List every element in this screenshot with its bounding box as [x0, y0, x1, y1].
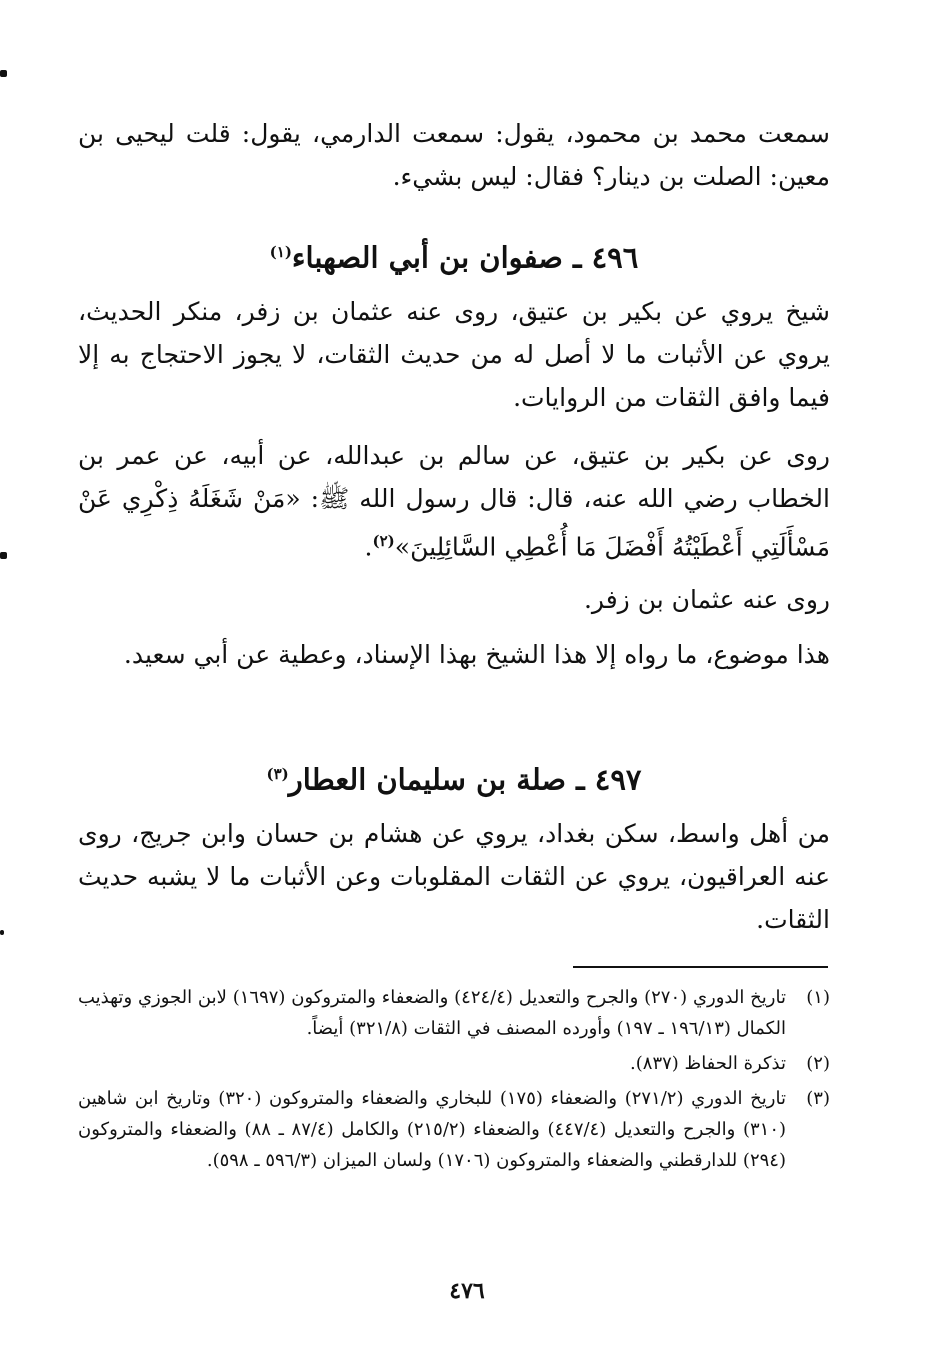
entry-heading-text: ٤٩٧ ـ صلة بن سليمان العطار: [288, 762, 642, 797]
entry-496-paragraph-4: هذا موضوع، ما رواه إلا هذا الشيخ بهذا الإسناد، وعطية عن أبي سعيد.: [123, 640, 830, 669]
scan-mark: [0, 930, 4, 935]
footnote-ref: (٣): [266, 765, 289, 783]
sentence-end: .: [364, 532, 373, 562]
footnote-text: تاريخ الدوري (٢٧٠) والجرح والتعديل (٤٢٤/٤) والضعفاء والمتروكون (١٦٩٧) لابن الجوزي وتهذيب الكمال (١٩٦/١٣ ـ ١٩٧) وأورده المصنف في الثقات (٣٢١/٨) أيضاً.: [78, 987, 786, 1039]
footnote-ref: (٢): [372, 532, 395, 550]
entry-heading-496: [78, 230, 830, 280]
footnote-number: (٢): [806, 1053, 830, 1074]
intro-paragraph: سمعت محمد بن محمود، يقول: سمعت الدارمي، يقول: قلت ليحيى بن معين: الصلت بن دينار؟ فقال: ليس بشيء.: [78, 119, 830, 191]
footnote-1: [78, 982, 830, 1044]
footnote-text: تاريخ الدوري (٢٧١/٢) والضعفاء (١٧٥) للبخاري والضعفاء والمتروكون (٣٢٠) وتاريخ ابن شاهين (٣١٠) والجرح والتعديل (٤٤٧/٤) والضعفاء (٢١٥/٢) والكامل (٨٧/٤ ـ ٨٨) والضعفاء والمتروكون (٢٩٤) للدارقطني والضعفاء والمتروكون (١٧٠٦) ولسان الميزان (٥٩٦/٣ ـ ٥٩٨).: [78, 1088, 787, 1171]
scan-mark: [0, 70, 7, 77]
footnote-separator: [573, 966, 828, 968]
footnote-3: [78, 1083, 830, 1176]
entry-heading-text: ٤٩٦ ـ صفوان بن أبي الصهباء: [291, 240, 639, 275]
footnote-number: (١): [806, 987, 830, 1008]
entry-497-paragraph-1: من أهل واسط، سكن بغداد، يروي عن هشام بن حسان وابن جريج، روى عنه العراقيون، يروي عن الثقات المقلوبات وعن الأثبات ما لا يشبه حديث الثقات.: [78, 819, 830, 934]
footnotes: [78, 982, 830, 1180]
entry-496-paragraph-3: روى عنه عثمان بن زفر.: [583, 585, 830, 614]
entry-496-paragraph-1: شيخ يروي عن بكير بن عتيق، روى عنه عثمان بن زفر، منكر الحديث، يروي عن الأثبات ما لا أصل له من حديث الثقات، لا يجوز الاحتجاج به إلا فيما وافق الثقات من الروايات.: [78, 297, 830, 412]
footnote-ref: (١): [269, 243, 292, 261]
hadith-text: روى عن بكير بن عتيق، عن سالم بن عبدالله، عن أبيه، عن عمر بن الخطاب رضي الله عنه، قال: قال رسول الله ﷺ: «مَنْ شَغَلَهُ ذِكْرِي عَنْ مَسْأَلَتِي أَعْطَيْتُهُ أَفْضَلَ مَا أُعْطِي السَّائِلِينَ»: [78, 441, 830, 562]
entry-496-paragraph-2: [78, 434, 830, 568]
page-number: ٤٧٦: [449, 1278, 485, 1304]
footnote-number: (٣): [806, 1088, 830, 1109]
entry-heading-497: [78, 752, 830, 802]
scan-mark: [0, 552, 7, 559]
footnote-2: [78, 1048, 830, 1079]
footnote-text: تذكرة الحفاظ (٨٣٧).: [630, 1053, 786, 1074]
